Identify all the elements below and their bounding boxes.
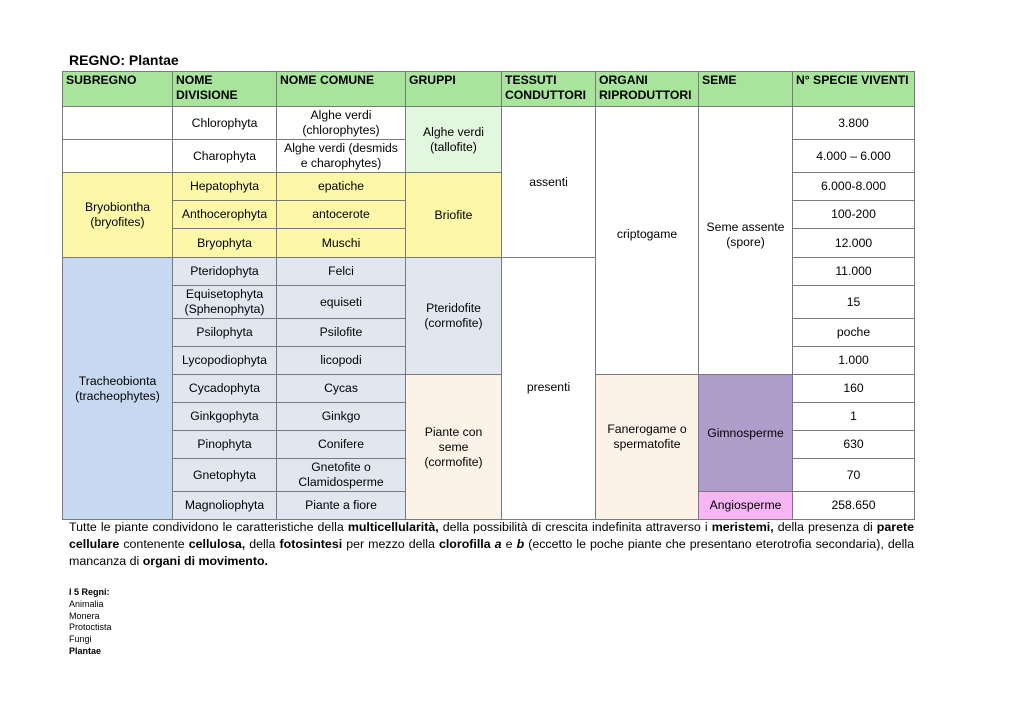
divisione-cell: Charophyta (173, 140, 277, 173)
specie-cell: 1 (793, 403, 915, 431)
header-cell: GRUPPI (406, 72, 502, 107)
comune-cell: Ginkgo (277, 403, 406, 431)
divisione-cell: Pteridophyta (173, 258, 277, 286)
footer-segment: e (501, 537, 517, 551)
header-row (63, 72, 915, 107)
footer-segment: b (516, 537, 525, 551)
header-cell: NOME DIVISIONE (173, 72, 277, 107)
regni-heading: I 5 Regni: (69, 587, 110, 597)
comune-cell: Felci (277, 258, 406, 286)
subregno-cell (63, 140, 173, 173)
divisione-cell: Magnoliophyta (173, 492, 277, 520)
comune-cell: Alghe verdi (desmids e charophytes) (277, 140, 406, 173)
divisione-cell: Pinophyta (173, 431, 277, 459)
organi-cell: criptogame (596, 107, 699, 375)
footer-segment: della (245, 537, 280, 551)
tessuti-cell: presenti (502, 258, 596, 520)
divisione-cell: Ginkgophyta (173, 403, 277, 431)
footer-segment: organi di movimento. (142, 554, 268, 568)
divisione-cell: Hepatophyta (173, 173, 277, 201)
header-cell: ORGANI RIPRODUTTORI (596, 72, 699, 107)
footer-paragraph (69, 519, 914, 570)
divisione-cell: Anthocerophyta (173, 201, 277, 229)
comune-cell: Alghe verdi (chlorophytes) (277, 107, 406, 140)
specie-cell: 70 (793, 459, 915, 492)
comune-cell: equiseti (277, 286, 406, 319)
divisione-cell: Lycopodiophyta (173, 347, 277, 375)
divisione-cell: Psilophyta (173, 319, 277, 347)
specie-cell: 15 (793, 286, 915, 319)
specie-cell: poche (793, 319, 915, 347)
footer-segment: multicellularità, (347, 520, 439, 534)
comune-cell: Psilofite (277, 319, 406, 347)
page-title: REGNO: Plantae (69, 52, 179, 68)
footer-segment: cellulosa, (188, 537, 246, 551)
divisione-cell: Gnetophyta (173, 459, 277, 492)
regni-item: Fungi (69, 634, 92, 645)
header-cell: TESSUTI CONDUTTORI (502, 72, 596, 107)
footer-segment: della presenza di (773, 520, 877, 534)
comune-cell: epatiche (277, 173, 406, 201)
table-row (63, 375, 915, 403)
tessuti-cell: assenti (502, 107, 596, 258)
footer-segment: (eccetto le poche piante che presentano eterotrofia secondaria), della mancanza di (69, 537, 914, 568)
footer-segment: meristemi, (711, 520, 774, 534)
table-row (63, 107, 915, 140)
footer-segment: contenente (119, 537, 189, 551)
comune-cell: Cycas (277, 375, 406, 403)
specie-cell: 6.000-8.000 (793, 173, 915, 201)
header-cell: SEME (699, 72, 793, 107)
subregno-cell (63, 107, 173, 140)
specie-cell: 12.000 (793, 229, 915, 258)
regni-item: Animalia (69, 598, 104, 609)
comune-cell: antocerote (277, 201, 406, 229)
regni-list (69, 587, 112, 658)
specie-cell: 1.000 (793, 347, 915, 375)
divisione-cell: Equisetophyta (Sphenophyta) (173, 286, 277, 319)
divisione-cell: Bryophyta (173, 229, 277, 258)
footer-segment: Tutte le piante condividono le caratteristiche della (69, 520, 348, 534)
regni-item: Protoctista (69, 622, 112, 633)
comune-cell: Piante a fiore (277, 492, 406, 520)
divisione-cell: Cycadophyta (173, 375, 277, 403)
gruppo-cell: Piante con seme (cormofite) (406, 375, 502, 520)
organi-cell: Fanerogame o spermatofite (596, 375, 699, 520)
header-cell: N° SPECIE VIVENTI (793, 72, 915, 107)
subregno-cell: Bryobiontha (bryofites) (63, 173, 173, 258)
seme-cell: Gimnosperme (699, 375, 793, 492)
footer-segment: della possibilità di crescita indefinita attraverso i (438, 520, 712, 534)
subregno-cell: Tracheobionta (tracheophytes) (63, 258, 173, 520)
footer-segment: clorofilla (438, 537, 495, 551)
regni-item: Plantae (69, 645, 102, 656)
specie-cell: 160 (793, 375, 915, 403)
footer-segment: fotosintesi (279, 537, 343, 551)
specie-cell: 11.000 (793, 258, 915, 286)
header-cell: NOME COMUNE (277, 72, 406, 107)
specie-cell: 3.800 (793, 107, 915, 140)
seme-cell: Angiosperme (699, 492, 793, 520)
specie-cell: 100-200 (793, 201, 915, 229)
comune-cell: Conifere (277, 431, 406, 459)
specie-cell: 630 (793, 431, 915, 459)
header-cell: SUBREGNO (63, 72, 173, 107)
comune-cell: Muschi (277, 229, 406, 258)
footer-segment: per mezzo della (342, 537, 439, 551)
plantae-table (62, 71, 915, 520)
divisione-cell: Chlorophyta (173, 107, 277, 140)
footer-segment: parete cellulare (69, 520, 914, 551)
footer-segment: a (494, 537, 502, 551)
gruppo-cell: Pteridofite (cormofite) (406, 258, 502, 375)
regni-item: Monera (69, 610, 100, 621)
specie-cell: 4.000 – 6.000 (793, 140, 915, 173)
gruppo-cell: Briofite (406, 173, 502, 258)
comune-cell: Gnetofite o Clamidosperme (277, 459, 406, 492)
seme-cell: Seme assente (spore) (699, 107, 793, 375)
gruppo-cell: Alghe verdi (tallofite) (406, 107, 502, 173)
specie-cell: 258.650 (793, 492, 915, 520)
comune-cell: licopodi (277, 347, 406, 375)
